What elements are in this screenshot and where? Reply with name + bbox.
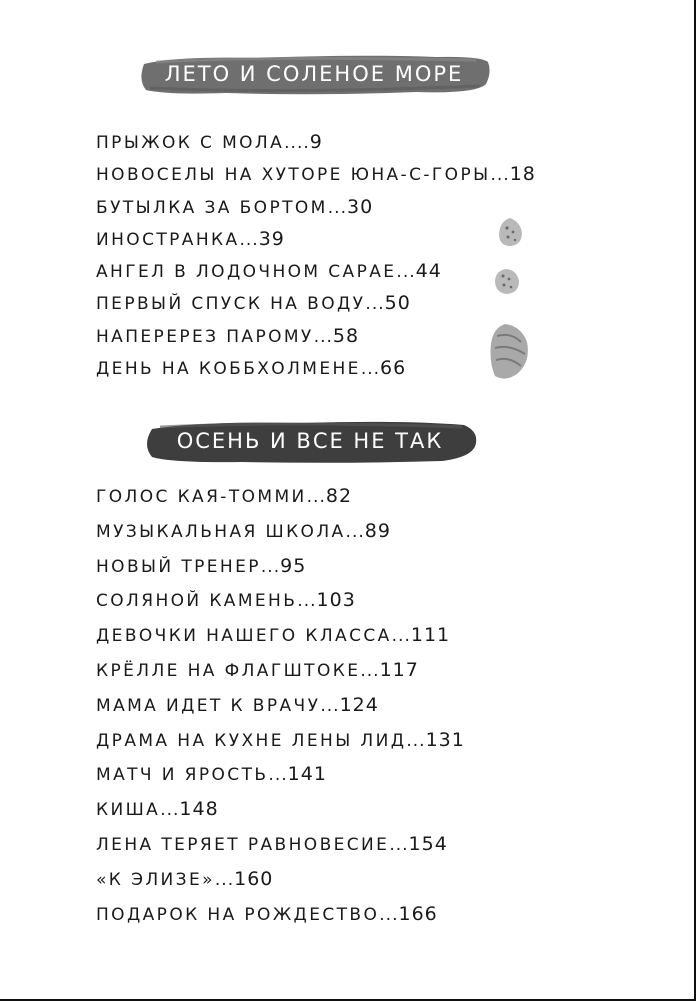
entry-title: «К ЭЛИЗЕ» [96, 869, 215, 890]
pebble-icon [492, 266, 522, 296]
entry-page-number: 95 [280, 554, 307, 577]
entry-title: ЛЕНА ТЕРЯЕТ РАВНОВЕСИЕ [96, 834, 390, 855]
entry-page-number: 148 [179, 798, 219, 821]
section-title: ОСЕНЬ И ВСЕ НЕ ТАК [176, 429, 444, 453]
entry-page-number: 82 [325, 485, 353, 507]
entry-leader: ... [360, 359, 381, 380]
toc-entry [96, 867, 465, 905]
entry-title: АНГЕЛ В ЛОДОЧНОМ САРАЕ [96, 262, 397, 283]
toc-entry [96, 902, 465, 940]
entry-leader: ... [214, 869, 235, 890]
toc-entry [96, 359, 536, 391]
entry-page-number: 39 [258, 227, 285, 250]
entry-page-number: 141 [287, 763, 327, 786]
toc-entry [96, 693, 465, 731]
entry-title: ПЕРВЫЙ СПУСК НА ВОДУ [96, 294, 366, 315]
entry-page-number: 9 [309, 131, 323, 153]
toc-entry [96, 324, 536, 359]
toc-entry [96, 294, 536, 326]
toc-entry [96, 262, 536, 294]
entry-page-number: 117 [379, 658, 419, 681]
entry-page-number: 124 [339, 693, 379, 716]
pebble-icon [487, 322, 531, 382]
entry-title: ПОДАРОК НА РОЖДЕСТВО [96, 904, 380, 925]
entry-title: БУТЫЛКА ЗА БОРТОМ [96, 197, 328, 218]
entry-leader: ... [345, 521, 365, 542]
entry-leader: ... [365, 294, 385, 315]
entry-leader: ... [360, 660, 380, 681]
entry-title: МАТЧ И ЯРОСТЬ [96, 765, 269, 786]
toc-entry [96, 227, 536, 262]
toc-entry [96, 800, 465, 835]
section-banner-autumn [142, 417, 478, 465]
toc-entry [96, 658, 465, 696]
entry-leader: ... [306, 487, 326, 507]
entry-page-number: 50 [384, 292, 411, 315]
entry-title: НОВЫЙ ТРЕНЕР [96, 556, 261, 577]
entry-leader: ... [389, 834, 409, 855]
entry-page-number: 66 [380, 357, 407, 380]
entry-leader: ... [239, 229, 259, 250]
toc-entry [96, 832, 465, 870]
pebble-icon [495, 216, 525, 248]
toc-entry [96, 626, 465, 661]
entry-leader: ... [379, 904, 399, 925]
entry-leader: ... [406, 730, 426, 751]
entry-page-number: 89 [364, 519, 391, 542]
toc-entry [96, 728, 465, 766]
entry-leader: ... [260, 556, 281, 577]
entry-page-number: 154 [408, 832, 448, 855]
toc-entry [96, 591, 465, 626]
entry-title: КИША [96, 800, 161, 821]
entry-title: КРЁЛЛЕ НА ФЛАГШТОКЕ [96, 660, 361, 681]
entry-title: СОЛЯНОЙ КАМЕНЬ [96, 591, 298, 612]
entry-title: НОВОСЕЛЫ НА ХУТОРЕ ЮНА-С-ГОРЫ [96, 165, 491, 186]
entry-page-number: 111 [410, 624, 451, 647]
entry-leader: ... [160, 800, 180, 821]
entry-leader: ... [320, 695, 340, 716]
toc-entry [96, 487, 465, 522]
toc-entry [96, 165, 536, 197]
toc-entry [96, 195, 536, 230]
entry-title: ДЕНЬ НА КОББХОЛМЕНЕ [96, 359, 361, 380]
entry-leader: ... [268, 765, 288, 786]
entry-leader: ... [327, 197, 347, 218]
entry-leader: ... [313, 326, 333, 347]
entry-page-number: 58 [332, 324, 360, 347]
entry-page-number: 30 [346, 195, 374, 218]
entry-page-number: 44 [415, 260, 442, 283]
toc-entry [96, 519, 465, 557]
entry-leader: .... [284, 133, 310, 153]
entry-title: МУЗЫКАЛЬНАЯ ШКОЛА [96, 521, 346, 542]
toc-list-summer [96, 133, 536, 391]
section-title: ЛЕТО И СОЛЕНОЕ МОРЕ [164, 62, 464, 86]
entry-page-number: 160 [234, 867, 274, 890]
toc-entry [96, 554, 465, 592]
entry-page-number: 18 [509, 163, 536, 186]
entry-leader: ... [297, 591, 317, 612]
entry-page-number: 103 [316, 589, 356, 612]
entry-title: МАМА ИДЕТ К ВРАЧУ [96, 695, 321, 716]
toc-list-autumn [96, 487, 465, 939]
entry-leader: ... [490, 165, 510, 186]
entry-title: ГОЛОС КАЯ-ТОММИ [96, 487, 307, 507]
entry-title: ДЕВОЧКИ НАШЕГО КЛАССА [96, 626, 392, 647]
entry-leader: ... [391, 626, 411, 647]
toc-entry [96, 765, 465, 800]
toc-entry [96, 133, 536, 165]
entry-title: ИНОСТРАНКА [96, 229, 240, 250]
entry-title: ДРАМА НА КУХНЕ ЛЕНЫ ЛИД [96, 730, 407, 751]
entry-page-number: 131 [425, 728, 465, 751]
section-banner-summer [136, 50, 492, 98]
entry-title: ПРЫЖОК С МОЛА [96, 133, 285, 153]
entry-title: НАПЕРЕРЕЗ ПАРОМУ [96, 326, 314, 347]
entry-leader: ... [396, 262, 416, 283]
entry-page-number: 166 [398, 902, 438, 925]
